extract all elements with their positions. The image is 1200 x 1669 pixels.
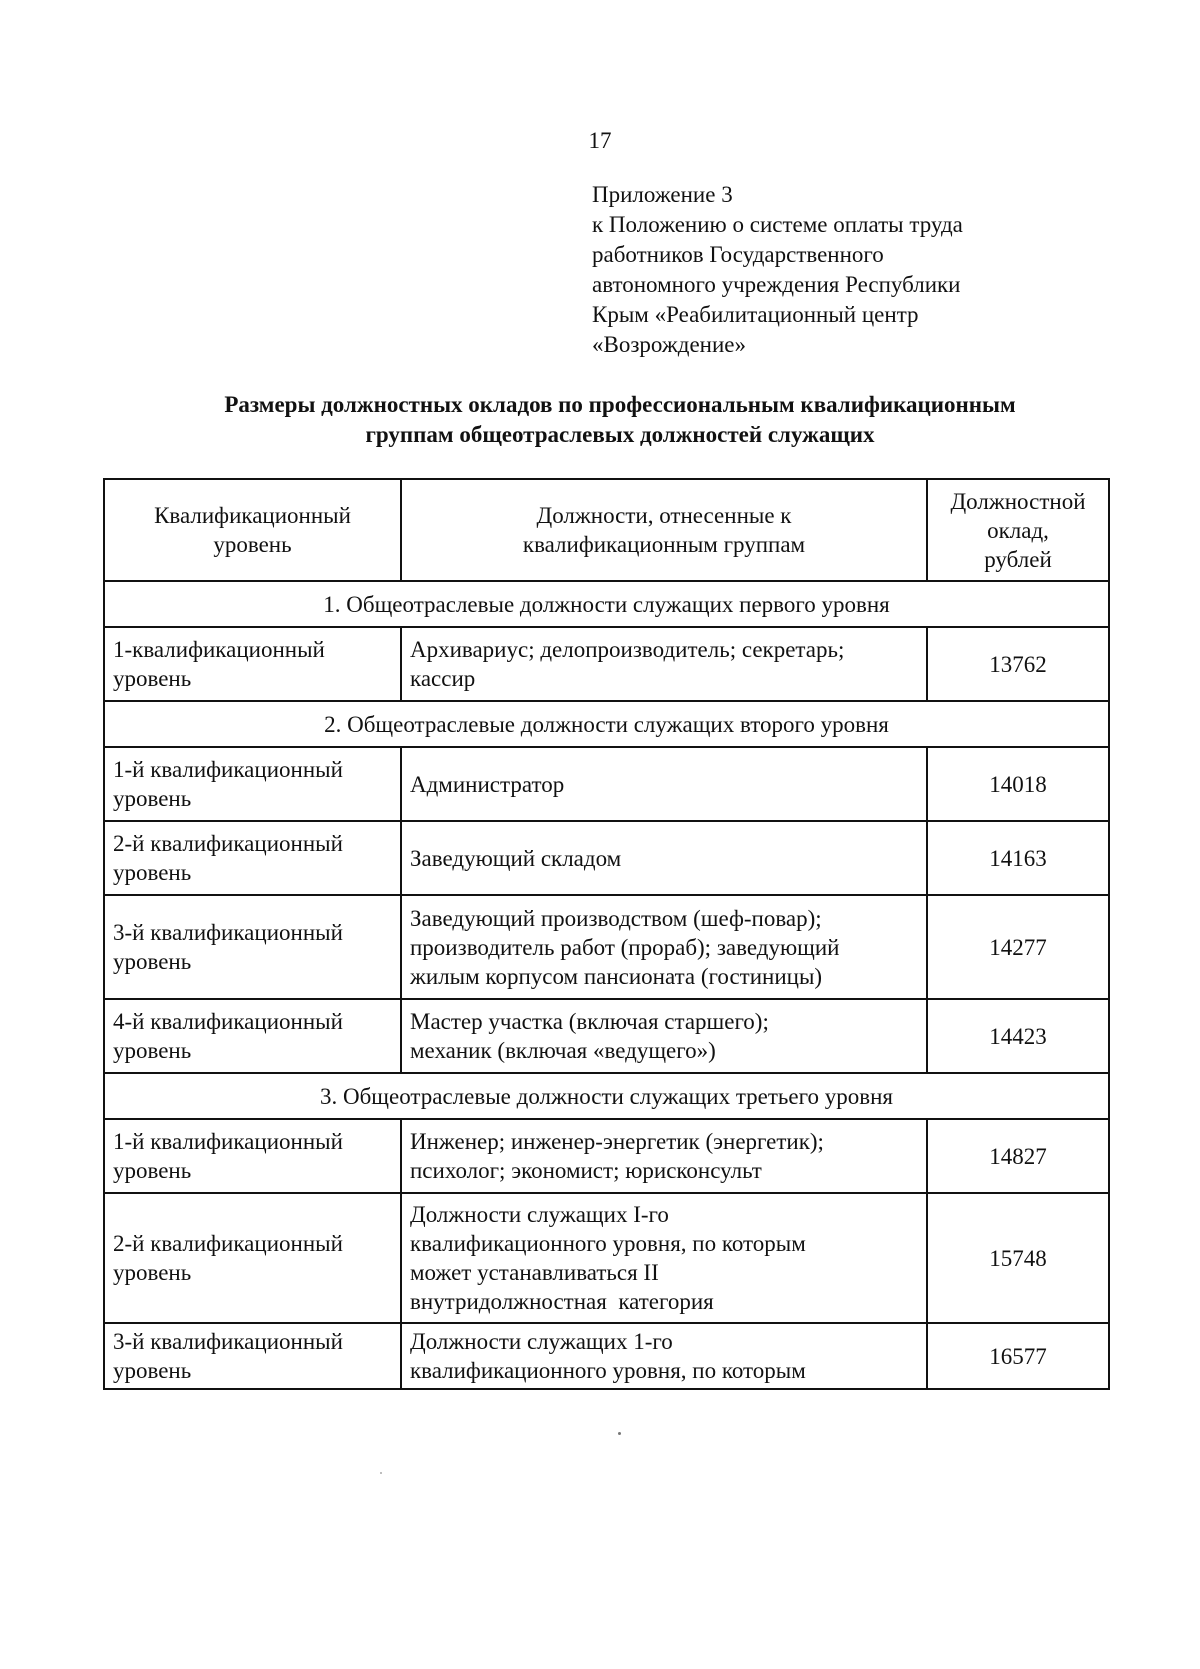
level-cell (104, 1119, 401, 1193)
positions-line: жилым корпусом пансионата (гостиницы) (410, 963, 823, 989)
table-row (104, 1193, 1109, 1323)
positions-line: внутридолжностная категория (410, 1289, 714, 1314)
level-line: уровень (113, 1158, 192, 1183)
level-line: уровень (113, 860, 192, 885)
table-row (104, 895, 1109, 999)
appendix-line: работников Государственного (592, 242, 884, 267)
appendix-line: Приложение 3 (592, 182, 733, 207)
level-cell (104, 1193, 401, 1323)
level-cell (104, 895, 401, 999)
header-positions-line: квалификационным группам (522, 532, 806, 557)
positions-line: Архивариус; делопроизводитель; секретарь; (410, 637, 845, 662)
level-line: 4-й квалификационный (113, 1009, 343, 1034)
level-line: уровень (113, 949, 192, 974)
scan-speck (380, 1472, 382, 1474)
title-line-1: Размеры должностных окладов по профессиональным квалификационным (224, 392, 1016, 417)
level-line: 2-й квалификационный (113, 1231, 343, 1256)
header-level (104, 479, 401, 581)
level-line: 3-й квалификационный (113, 920, 343, 945)
table-row (104, 627, 1109, 701)
header-level-line: Квалификационный (154, 503, 351, 528)
section-title: 1. Общеотраслевые должности служащих первого уровня (104, 581, 1109, 627)
positions-cell (401, 1119, 927, 1193)
positions-cell (401, 627, 927, 701)
level-line: уровень (113, 1038, 192, 1063)
header-salary-line: рублей (984, 546, 1052, 572)
section-title: 2. Общеотраслевые должности служащих второго уровня (104, 701, 1109, 747)
header-salary-line: Должностной (950, 488, 1086, 514)
level-cell (104, 821, 401, 895)
positions-line: Заведующий производством (шеф-повар); (410, 905, 822, 931)
section-row (104, 581, 1109, 627)
salary-cell: 16577 (927, 1323, 1109, 1389)
appendix-line: автономного учреждения Республики (592, 272, 961, 297)
header-positions (401, 479, 927, 581)
level-line: 3-й квалификационный (113, 1329, 343, 1354)
table-row (104, 821, 1109, 895)
section-title: 3. Общеотраслевые должности служащих третьего уровня (104, 1073, 1109, 1119)
positions-line: Должности служащих I-го (410, 1202, 669, 1227)
table-row (104, 747, 1109, 821)
positions-line: психолог; экономист; юрисконсульт (410, 1158, 762, 1183)
table-row (104, 1323, 1109, 1389)
positions-line: кассир (410, 666, 476, 691)
level-line: уровень (113, 666, 192, 691)
appendix-note (592, 180, 1112, 360)
document-title (80, 390, 1160, 450)
header-salary-line: оклад, (987, 517, 1049, 543)
salary-cell: 14827 (927, 1119, 1109, 1193)
salary-cell: 14163 (927, 821, 1109, 895)
page-number: 17 (588, 128, 612, 153)
salary-cell: 14423 (927, 999, 1109, 1073)
salary-table (103, 478, 1110, 1390)
scan-speck (618, 1432, 621, 1435)
level-cell (104, 627, 401, 701)
positions-line: механик (включая «ведущего») (410, 1038, 716, 1063)
appendix-line: Крым «Реабилитационный центр (592, 302, 919, 327)
header-salary (927, 479, 1109, 581)
appendix-line: к Положению о системе оплаты труда (592, 212, 963, 237)
level-line: 2-й квалификационный (113, 831, 343, 856)
section-row (104, 701, 1109, 747)
level-line: уровень (113, 786, 192, 811)
salary-cell: 13762 (927, 627, 1109, 701)
level-cell (104, 747, 401, 821)
positions-cell (401, 1323, 927, 1389)
table-row (104, 1119, 1109, 1193)
level-line: 1-й квалификационный (113, 1129, 343, 1154)
positions-cell (401, 747, 927, 821)
positions-line: Инженер; инженер-энергетик (энергетик); (410, 1129, 824, 1154)
level-cell (104, 999, 401, 1073)
salary-cell: 14277 (927, 895, 1109, 999)
title-line-2: группам общеотраслевых должностей служащих (365, 422, 875, 447)
positions-cell (401, 999, 927, 1073)
table-row (104, 999, 1109, 1073)
positions-line: Мастер участка (включая старшего); (410, 1009, 769, 1034)
positions-line: квалификационного уровня, по которым (410, 1231, 806, 1256)
level-line: уровень (113, 1260, 192, 1285)
positions-line: производитель работ (прораб); заведующий (410, 934, 840, 960)
positions-line: Заведующий складом (410, 845, 622, 871)
positions-cell (401, 1193, 927, 1323)
table-header-row (104, 479, 1109, 581)
positions-cell (401, 895, 927, 999)
positions-line: квалификационного уровня, по которым (410, 1358, 806, 1383)
salary-cell: 14018 (927, 747, 1109, 821)
salary-cell: 15748 (927, 1193, 1109, 1323)
level-line: уровень (113, 1358, 192, 1383)
positions-line: Администратор (410, 771, 565, 797)
section-row (104, 1073, 1109, 1119)
level-line: 1-й квалификационный (113, 757, 343, 782)
positions-cell (401, 821, 927, 895)
header-level-line: уровень (213, 532, 292, 557)
positions-line: Должности служащих 1-го (410, 1329, 673, 1354)
level-cell (104, 1323, 401, 1389)
level-line: 1-квалификационный (113, 637, 325, 662)
positions-line: может устанавливаться II (410, 1260, 659, 1285)
appendix-line: «Возрождение» (592, 332, 746, 357)
header-positions-line: Должности, отнесенные к (536, 503, 792, 528)
